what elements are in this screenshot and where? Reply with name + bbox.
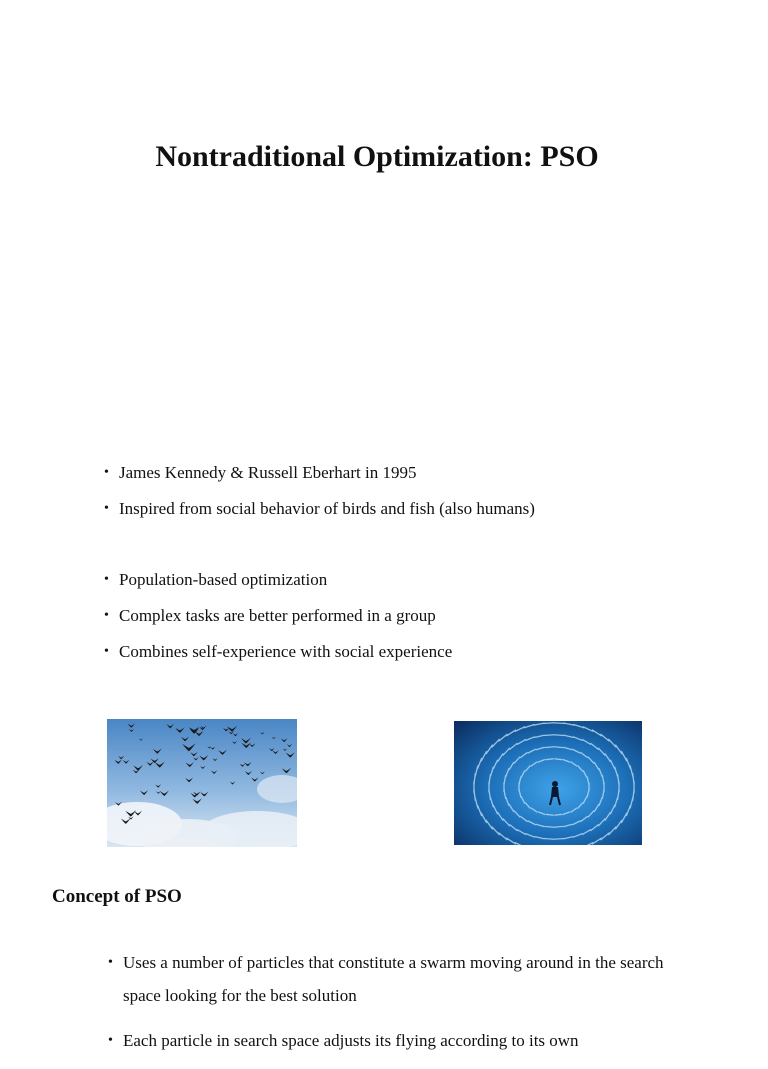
bullet-item: • Uses a number of particles that constitute a swarm moving around in the search space looking for the best solution (108, 946, 668, 1012)
fish-mark (554, 838, 564, 839)
feature-bullet-list (104, 569, 452, 677)
fish-mark (554, 826, 563, 827)
fish-mark (543, 723, 555, 724)
fish-mark (554, 735, 564, 736)
concept-bullet-list (108, 946, 668, 1069)
birds-illustration (107, 719, 297, 847)
fish-mark (554, 747, 563, 748)
bullet-item: • Each particle in search space adjusts its flying according to its own (108, 1024, 668, 1057)
bullet-item: • Population-based optimization (104, 569, 452, 605)
bullet-item: • Inspired from social behavior of birds and fish (also humans) (104, 498, 535, 534)
bullet-item: • Complex tasks are better performed in a group (104, 605, 452, 641)
bullet-item: • Combines self-experience with social experience (104, 641, 452, 677)
concept-heading: Concept of PSO (52, 886, 182, 907)
fish-school-illustration (454, 721, 642, 845)
bullet-item: • James Kennedy & Russell Eberhart in 1995 (104, 462, 535, 498)
fish-mark (545, 826, 554, 827)
fish-mark (544, 735, 554, 736)
page-title: Nontraditional Optimization: PSO (155, 140, 599, 173)
fish-mark (544, 838, 554, 839)
fish-mark (545, 747, 554, 748)
intro-bullet-list (104, 462, 535, 534)
fish-mark (553, 723, 565, 724)
fish-school-photo (454, 721, 642, 845)
flock-of-birds-photo (107, 719, 297, 847)
